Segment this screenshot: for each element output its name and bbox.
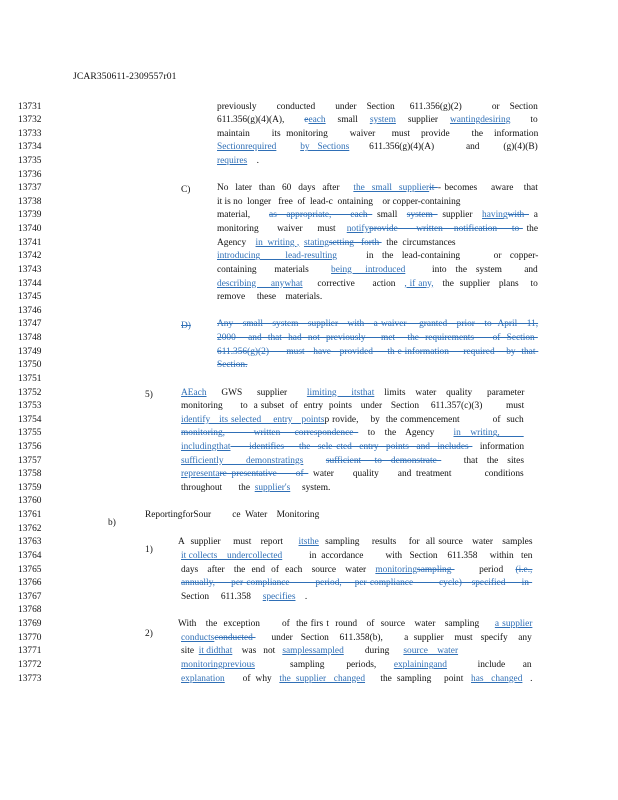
item-marker-d: D) [181,321,191,331]
line-text: p rovide, by the commencement of such [324,414,524,425]
deleted-text: with [507,210,529,221]
inserted-text: the supplier changed [279,673,366,684]
item-marker-2: 2) [145,629,153,639]
inserted-text: A [181,387,188,398]
line-number: 13755 [18,428,42,439]
line-number: 13759 [18,482,42,493]
inserted-text: in writing , [255,237,300,248]
line-text: the sampling point [365,673,471,684]
line-text: 611.356(g)(4)(A), [217,115,305,126]
deleted-text: provide written notification to [369,224,523,235]
line-text: . [522,673,533,684]
line-number: 13742 [18,251,42,262]
document-id-header: JCAR350611-2309557r01 [73,71,177,82]
text-line [181,427,524,441]
line-text: that the sites [441,455,524,466]
inserted-text: has changed [471,673,523,684]
text-line [178,536,532,550]
text-line [181,564,532,578]
line-text: monitoring to a subset of entry points under Section 611.357(c)(3) must [181,401,525,412]
line-text: system. [290,482,331,493]
line-text: during [343,646,404,657]
text-line [181,482,330,496]
deleted-text: sufficient to demonstrate [325,455,442,466]
deleted-text: e [304,115,309,126]
line-text: maintain its monitoring waiver must provide the information [217,128,539,139]
inserted-text: sufficiently demonstratings [181,455,304,466]
line-text: supplier [437,210,483,221]
line-text: throughout the [181,482,255,493]
line-text [303,456,326,466]
inserted-text: that [360,387,375,398]
line-text: limits water quality parameter [374,387,525,398]
line-text: information [472,442,525,452]
inserted-text: explaining [393,659,434,670]
inserted-text: previous [222,659,255,670]
line-text: previously conducted under Section 611.356(g)(2) or Section [217,101,538,112]
line-number: 13746 [18,305,42,316]
inserted-text: having [482,210,508,221]
line-number: 13758 [18,469,42,480]
deleted-text: conducted [214,632,256,643]
deleted-text: it [429,183,438,194]
line-text: small [372,210,407,221]
text-line [217,101,538,115]
text-line [217,291,322,305]
deleted-text: 611.356(g)(2) must have provided th e information required by that [217,346,539,357]
text-line [217,346,538,360]
inserted-text: in writing, [453,428,524,439]
line-number: 13735 [18,155,42,166]
line-number: 13765 [18,564,42,575]
line-text [276,142,300,152]
deleted-text: 2000 and that had not previously met the requirements of Section [217,333,538,344]
inserted-text: it didthat [198,646,233,657]
deleted-text: re presentative of [219,469,309,480]
line-number: 13736 [18,169,42,180]
text-line [217,155,259,169]
line-text: Section 611.358 [181,591,263,602]
inserted-text: Each [187,387,207,398]
text-line [181,414,524,428]
inserted-text: includingthat [181,442,231,452]
text-line [181,550,532,564]
deleted-text: setting forth [328,237,382,248]
line-number: 13771 [18,646,42,657]
text-line [217,359,247,373]
inserted-text: resulting [304,251,337,262]
line-text: corrective action [302,278,405,289]
inserted-text: source water [403,646,459,657]
text-line [181,591,307,605]
deleted-text: identifies the sele cted entry points and includes [230,442,473,452]
line-number: 13767 [18,591,42,602]
text-line [217,264,538,278]
inserted-text: stating [303,237,329,248]
inserted-text: each [308,115,326,126]
line-number: 13756 [18,442,42,452]
inserted-text: notify [346,224,370,235]
deleted-text: annually, per compliance period, per compliance cycle) specified in [181,578,533,589]
line-number: 13770 [18,632,42,643]
inserted-text: Sectionrequired [217,142,277,153]
inserted-text: describing anywhat [217,278,303,289]
line-text: small [325,115,370,126]
text-line [217,182,538,196]
line-text: monitoring waiver must [217,224,347,235]
line-text: GWS supplier [206,387,307,398]
line-number: 13754 [18,414,42,425]
line-text: period [454,564,516,575]
item-marker-c: C) [181,185,191,195]
text-line [217,223,538,237]
line-text: No later than 60 days after [217,183,354,194]
text-line [217,318,538,332]
inserted-text: requires [217,155,248,166]
line-text: of why [224,673,280,684]
inserted-text: limiting its [306,387,361,398]
text-line [181,659,532,673]
line-text: supplier [395,115,450,126]
line-number: 13768 [18,605,42,616]
line-text: include an [446,659,532,670]
line-text: ReportingforSour ce Water Monitoring [145,510,320,521]
line-text: was not [232,646,283,657]
text-line [217,209,538,223]
line-text: to [510,115,538,126]
line-number: 13762 [18,523,42,534]
deleted-text: system [406,210,438,221]
line-text: water quality and treatment conditions [308,469,524,480]
line-number: 13738 [18,196,42,207]
text-line [181,632,532,646]
inserted-text: explanation [181,673,225,684]
line-number: 13757 [18,455,42,466]
line-number: 13731 [18,101,42,112]
text-line [181,645,458,659]
deleted-text: monitoring, written correspondence [181,428,359,439]
text-line [178,618,532,632]
text-line [181,673,532,687]
text-line [145,509,319,523]
line-text: . [247,155,259,166]
text-line [181,468,524,482]
line-text: to the Agency [358,428,454,439]
text-line [217,128,538,142]
inserted-text: conducts [181,632,215,643]
item-marker-1: 1) [145,545,153,555]
line-number: 13773 [18,673,42,684]
line-text: 611.356(g)(4)(A) and (g)(4)(B) [349,142,538,153]
line-text: sampling results for all source water samples [318,537,533,548]
line-text: A supplier must report [178,537,299,548]
text-line [181,400,524,414]
inserted-text: it collects undercollected [181,550,283,561]
line-text: under Section 611.358(b), a supplier must specify any [255,632,532,643]
deleted-text: sampling [417,564,455,575]
line-number: 13741 [18,237,42,248]
inserted-text: by Sections [300,142,350,153]
inserted-text: the small supplier [353,183,430,194]
line-text: Agency [217,237,256,248]
text-line [217,250,538,264]
text-line [181,577,532,591]
line-number: 13760 [18,496,42,507]
inserted-text: samplessampled [282,646,344,657]
inserted-text: system [369,115,396,126]
line-number: 13766 [18,578,42,589]
line-number: 13772 [18,659,42,670]
deleted-text: Section. [217,360,248,371]
line-number: 13764 [18,550,42,561]
line-number: 13751 [18,373,42,384]
line-number: 13743 [18,264,42,275]
inserted-text: and [433,659,447,670]
inserted-text: desiring [480,115,511,126]
deleted-text: (i.e., [515,564,533,575]
line-text: the supplier plans to [433,278,538,289]
line-text: into the system and [405,264,538,275]
line-text: . [295,591,308,602]
inserted-text: introducing lead- [217,251,305,262]
line-number: 13763 [18,537,42,548]
inserted-text: monitoring [181,659,223,670]
section-marker-b: b) [108,518,116,528]
deleted-text: Any small system supplier with a waiver granted prior to April 11, [217,319,539,330]
line-number: 13734 [18,142,42,153]
inserted-text: identify its selected entry points [181,414,325,425]
text-line [217,141,538,155]
line-text: site [181,646,199,657]
text-line [217,278,538,292]
line-number: 13752 [18,387,42,398]
line-text: remove these materials. [217,292,323,303]
text-line [181,441,524,455]
text-line [217,237,456,251]
line-number: 13761 [18,510,42,521]
line-text: it is no longer free of lead-c ontaining or copper-containing [217,196,461,207]
text-line [181,455,524,469]
line-number: 13747 [18,319,42,330]
line-number: 13744 [18,278,42,289]
text-line [181,387,524,401]
line-text: the circumstances [381,237,456,248]
text-line [217,114,538,128]
text-line [217,332,538,346]
line-text: a [528,210,538,221]
line-number: 13748 [18,333,42,344]
line-number: 13745 [18,292,42,303]
line-text: sampling periods, [254,659,394,670]
line-text: in the lead-containing or copper- [336,251,539,262]
line-number: 13739 [18,210,42,221]
line-number: 13769 [18,619,42,630]
line-text: - becomes aware that [437,183,538,194]
line-text: With the exception of the firs t round of source water sampling [178,619,495,630]
line-number: 13753 [18,401,42,412]
inserted-text: a supplier [494,619,533,630]
line-text: material, [217,210,270,221]
inserted-text: , if any, [404,278,434,289]
line-text: days after the end of each source water [181,564,376,575]
inserted-text: its [298,537,308,548]
line-number: 13737 [18,183,42,194]
item-marker-5: 5) [145,390,153,400]
inserted-text: supplier's [254,482,291,493]
inserted-text: monitoring [375,564,418,575]
line-text: containing materials [217,264,332,275]
inserted-text: wanting [449,115,481,126]
inserted-text: being introduced [331,264,406,275]
line-number: 13733 [18,128,42,139]
text-line [217,196,460,210]
inserted-text: specifies [262,591,296,602]
inserted-text: representa [181,469,220,480]
line-number: 13749 [18,346,42,357]
deleted-text: as appropriate, each [269,210,373,221]
line-number: 13750 [18,360,42,371]
inserted-text: the [307,537,319,548]
line-number: 13740 [18,224,42,235]
line-text: in accordance with Section 611.358 within ten [282,550,533,561]
line-number: 13732 [18,115,42,126]
line-text: the [522,224,539,235]
